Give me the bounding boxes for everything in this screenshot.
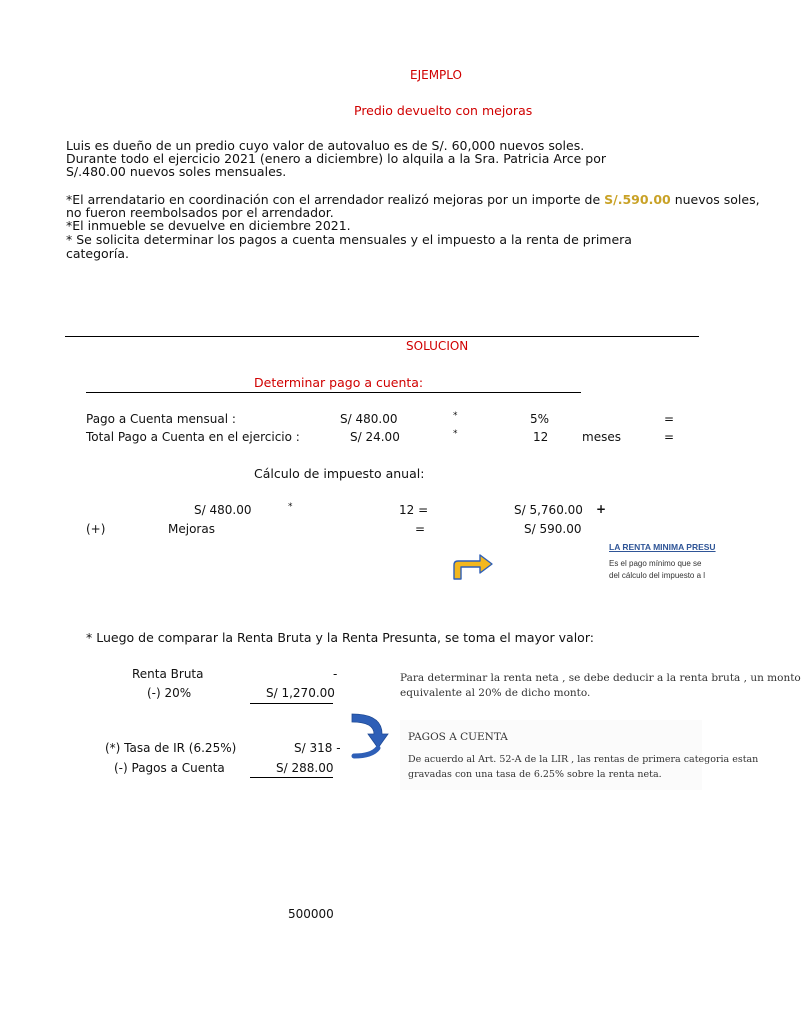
renta-bruta-label: Renta Bruta <box>132 667 204 681</box>
bullet-devolucion: *El inmueble se devuelve en diciembre 2021. <box>66 218 351 233</box>
deduccion-value: S/ 1,270.00 <box>266 686 335 700</box>
pagos-cuenta-underline <box>250 777 333 778</box>
row-total-pago-amount: S/ 24.00 <box>350 430 400 444</box>
deduccion-label: (-) 20% <box>147 686 192 700</box>
row-pago-mensual-eq: = <box>664 412 675 426</box>
mejoras-amount: S/.590.00 <box>604 192 671 207</box>
annual-rent-result: S/ 5,760.00 <box>514 503 583 517</box>
row-pago-mensual-op: * <box>453 411 458 421</box>
renta-neta-note-line-2: equivalente al 20% de dicho monto. <box>400 687 591 699</box>
pago-cuenta-heading: Determinar pago a cuenta: <box>254 375 424 390</box>
bullet-mejoras-text: *El arrendatario en coordinación con el arrendador realizó mejoras por un importe de <box>66 192 605 207</box>
solution-heading: SOLUCION <box>406 339 469 353</box>
annual-rent-plus: + <box>596 502 607 516</box>
intro-line-2: Durante todo el ejercicio 2021 (enero a diciembre) lo alquila a la Sra. Patricia Arce por <box>66 151 607 166</box>
row-total-pago-factor: 12 <box>533 430 549 444</box>
pagos-cuenta-title: PAGOS A CUENTA <box>408 731 508 743</box>
document-subtitle: Predio devuelto con mejoras <box>354 103 533 118</box>
section-divider <box>65 336 699 337</box>
mejoras-result: S/ 590.00 <box>524 522 582 536</box>
row-pago-mensual-amount: S/ 480.00 <box>340 412 398 426</box>
annual-rent-amount: S/ 480.00 <box>194 503 252 517</box>
bent-arrow-icon <box>448 551 494 581</box>
row-total-pago-unit: meses <box>582 430 621 444</box>
compare-note: * Luego de comparar la Renta Bruta y la Renta Presunta, se toma el mayor valor: <box>86 630 594 645</box>
pagos-cuenta-value: S/ 288.00 <box>276 761 334 775</box>
pagos-cuenta-line-1: De acuerdo al Art. 52-A de la LIR , las rentas de primera categoria estan <box>408 754 759 765</box>
renta-minima-line-2: del cálculo del impuesto a l <box>609 571 706 580</box>
row-pago-mensual-factor: 5% <box>530 412 550 426</box>
bullet-solicitud-line-2: categoría. <box>66 246 129 261</box>
deduccion-underline <box>250 703 333 704</box>
renta-neta-note-line-1: Para determinar la renta neta , se debe deducir a la renta bruta , un monto <box>400 672 801 684</box>
bullet-mejoras-line-2: no fueron reembolsados por el arrendador. <box>66 205 334 220</box>
pagos-cuenta-line-2: gravadas con una tasa de 6.25% sobre la renta neta. <box>408 769 662 780</box>
mejoras-label: Mejoras <box>168 522 215 536</box>
tasa-ir-value: S/ 318 - <box>294 741 341 755</box>
renta-minima-line-1: Es el pago mínimo que se <box>609 559 702 568</box>
pago-cuenta-underline <box>86 392 581 393</box>
renta-minima-title: LA RENTA MINIMA PRESU <box>609 542 716 552</box>
renta-bruta-value: - <box>333 667 338 681</box>
pagos-cuenta-label: (-) Pagos a Cuenta <box>114 761 225 775</box>
row-total-pago-eq: = <box>664 430 675 444</box>
document-title: EJEMPLO <box>410 68 462 82</box>
annual-rent-op: * <box>288 502 293 512</box>
row-total-pago-op: * <box>453 429 458 439</box>
footer-number: 500000 <box>288 907 334 921</box>
mejoras-eq: = <box>415 522 426 536</box>
tasa-ir-label: (*) Tasa de IR (6.25%) <box>105 741 237 755</box>
row-total-pago-label: Total Pago a Cuenta en el ejercicio : <box>86 430 300 444</box>
row-pago-mensual-label: Pago a Cuenta mensual : <box>86 412 236 426</box>
bullet-solicitud-line-1: * Se solicita determinar los pagos a cuenta mensuales y el impuesto a la renta de primera <box>66 232 632 247</box>
bullet-mejoras-end: nuevos soles, <box>670 192 760 207</box>
annual-heading: Cálculo de impuesto anual: <box>254 466 425 481</box>
curved-arrow-icon <box>348 710 390 760</box>
annual-rent-factor: 12 = <box>399 503 429 517</box>
mejoras-sign: (+) <box>86 522 106 536</box>
intro-line-3: S/.480.00 nuevos soles mensuales. <box>66 164 287 179</box>
intro-line-1: Luis es dueño de un predio cuyo valor de autovaluo es de S/. 60,000 nuevos soles. <box>66 138 585 153</box>
